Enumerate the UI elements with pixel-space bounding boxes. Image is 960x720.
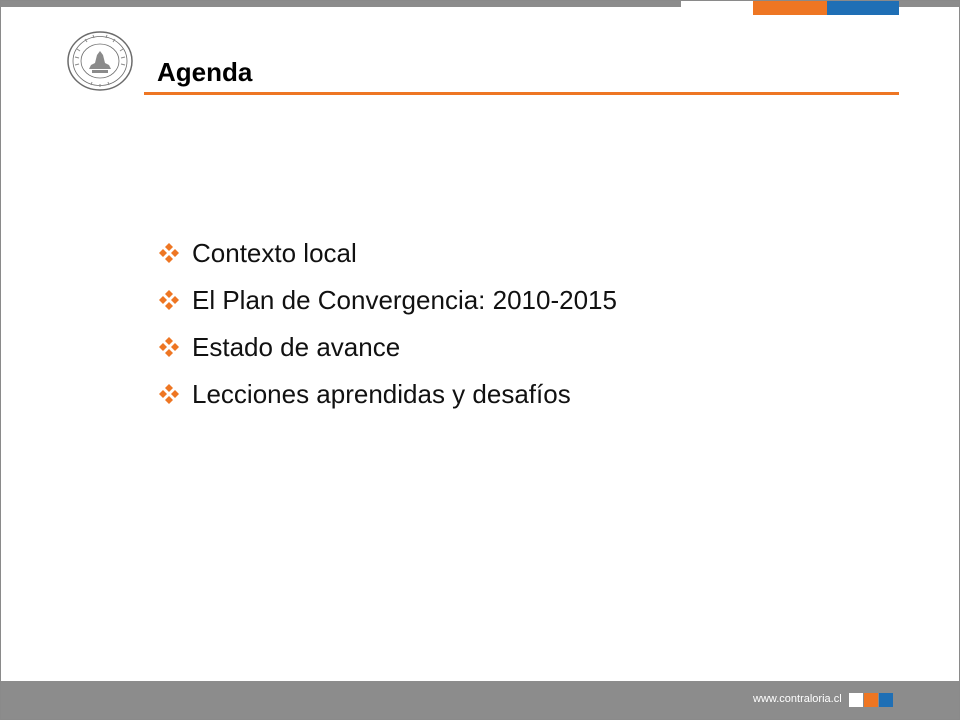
diamond-bullet-icon [159,290,179,310]
agenda-list [159,229,617,417]
top-accent-blue [827,1,899,15]
diamond-bullet-icon [159,243,179,263]
agenda-item-text: Estado de avance [192,331,401,362]
contraloria-seal-icon [65,29,135,93]
footer-square-white [849,693,863,707]
diamond-bullet-icon [159,337,179,357]
list-item [159,323,617,370]
footer-brand-squares [849,693,893,707]
list-item [159,370,617,417]
agenda-item-text: El Plan de Convergencia: 2010-2015 [192,284,617,315]
list-item [159,229,617,276]
footer-square-blue [879,693,893,707]
agenda-item-text: Lecciones aprendidas y desafíos [192,378,571,409]
page-title: Agenda [157,57,253,87]
list-item [159,276,617,323]
agenda-item-text: Contexto local [192,237,357,268]
top-accent-orange [753,1,827,15]
title-underline [144,92,899,95]
top-accent-white [681,1,753,7]
footer-url: www.contraloria.cl [753,693,842,705]
diamond-bullet-icon [159,384,179,404]
footer-square-orange [864,693,878,707]
